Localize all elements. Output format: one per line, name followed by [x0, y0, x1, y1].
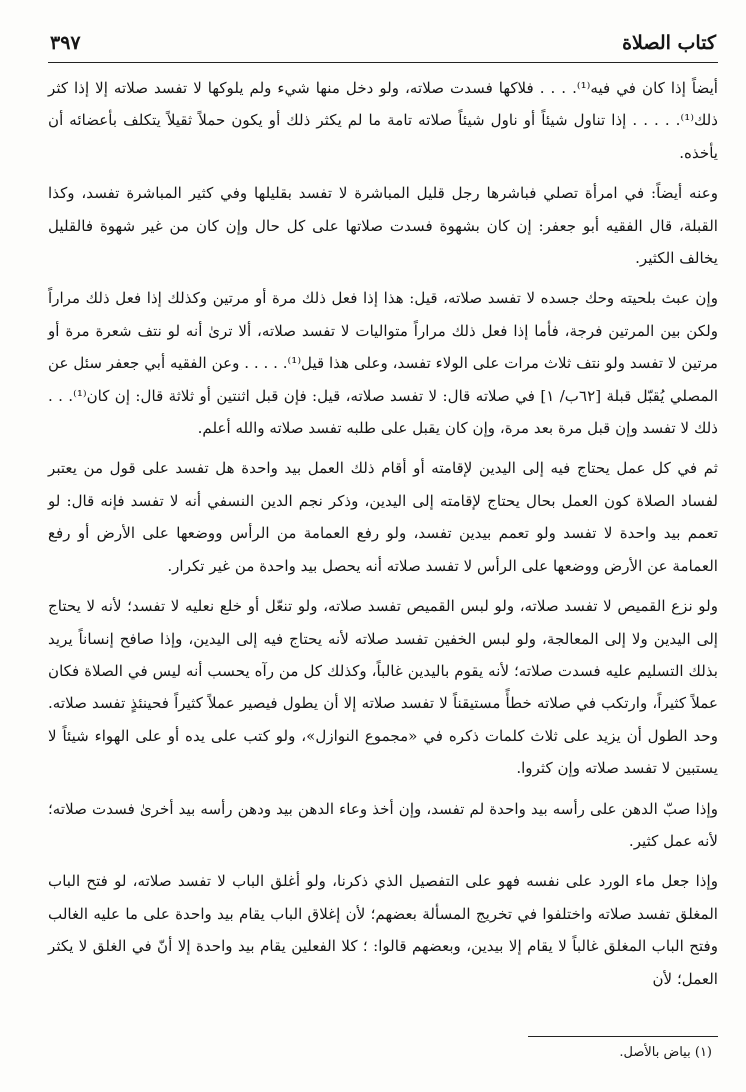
- running-header: [48, 28, 718, 64]
- footnote: (١) بياض بالأصل.: [619, 1045, 712, 1060]
- header-rule: [48, 62, 718, 63]
- paragraph-5: ولو نزع القميص لا تفسد صلاته، ولو لبس القميص تفسد صلاته، ولو تنعّل أو خلع نعليه لا تفسد؛ لأنه لا يحتاج إلى اليدين ولا إلى المعالجة، ولو لبس الخفين تفسد صلاته لأنه يحتاج فيه إلى اليدين، وإذا صافح إنساناً يريد بذلك التسليم عليه فسدت صلاته؛ لأنه يقوم باليدين غالباً، وكذلك كل من رآه يحسب أنه ليس في الصلاة فكان عملاً كثيراً، وارتكب في صلاته خطأً مستيقناً لا تفسد صلاته إلا أن يطول فيصير عملاً كثيراً فحينئذٍ تفسد صلاته. وحد الطول أن يزيد على ثلاث كلمات ذكره في «مجموع النوازل»، ولو كتب على يده أو على الهواء شيئاً لا يستبين لا تفسد صلاته وإن كثروا.: [48, 597, 718, 778]
- paragraph-6: وإذا صبّ الدهن على رأسه بيد واحدة لم تفسد، وإن أخذ وعاء الدهن بيد ودهن رأسه بيد أخرىٰ فسدت صلاته؛ لأنه عمل كثير.: [48, 799, 718, 850]
- footnote-rule: [528, 1036, 718, 1037]
- paragraph-2: وعنه أيضاً: في امرأة تصلي فباشرها رجل قليل المباشرة لا تفسد بقليلها وفي كثير المباشرة تفسد، وكذا القبلة، قال الفقيه أبو جعفر: إن كان بشهوة فسدت صلاتها على كل حال وإن كان من غير شهوة فالقليل يخالف الكثير.: [48, 184, 718, 268]
- page-body: [48, 72, 718, 1003]
- book-page: [48, 28, 718, 1078]
- paragraph-1: أيضاً إذا كان في فيه⁽¹⁾. . . . فلاكها فسدت صلاته، ولو دخل منها شيء ولم يلوكها لا تفسد صلاته إلا إذا كثر ذلك⁽¹⁾. . . . . إذا تناول شيئاً أو ناول شيئاً صلاته تامة ما لم يكثر ذلك أو يكون حملاً ثقيلاً يتكلف بأعضائه أن يأخذه.: [48, 79, 718, 162]
- paragraph-4: ثم في كل عمل يحتاج فيه إلى اليدين لإقامته أو أقام ذلك العمل بيد واحدة هل تفسد على قول من يعتبر لفساد الصلاة كون العمل بحال يحتاج لإقامته إلى اليدين، وذكر نجم الدين النسفي أنه لا تفسد فإنه قال: لو تعمم بيد واحدة لا تفسد ولو تعمم بيدين تفسد، ولو رفع العمامة من الرأس ووضعها على الأرض أو رفع العمامة عن الأرض ووضعها على الرأس لا تفسد صلاته أنه يحصل بيد واحدة من غير تكرار.: [48, 459, 718, 575]
- paragraph-3: وإن عبث بلحيته وحك جسده لا تفسد صلاته، قيل: هذا إذا فعل ذلك مرة أو مرتين وكذلك إذا فعل ذلك مراراً ولكن بين المرتين فرجة، فأما إذا فعل ذلك مراراً متواليات لا تفسد صلاته، ألا ترىٰ أنه لو نتف شعرة مرة أو مرتين لا تفسد ولو نتف ثلاث مرات على الولاء تفسد، وعلى هذا قيل⁽¹⁾. . . . . وعن الفقيه أبي جعفر سئل عن المصلي يُقبّل قبلة [٦٢ب/ ١] في صلاته قال: لا تفسد صلاته، قيل: فإن قبل اثنتين أو ثلاثة قال: إن كان⁽¹⁾. . . ذلك لا تفسد وإن قبل مرة بعد مرة، وإن كان يقبل على طلبه تفسد صلاته والله أعلم.: [48, 289, 719, 438]
- paragraph-7: وإذا جعل ماء الورد على نفسه فهو على التفصيل الذي ذكرنا، ولو أغلق الباب لا تفسد صلاته، لو فتح الباب المغلق تفسد صلاته واختلفوا في تخريج المسألة بعضهم؛ لأن إغلاق الباب يقام بيد واحدة على ما عليه الغالب وفتح الباب المغلق غالباً لا يقام إلا بيدين، وبعضهم قالوا: ؛ كلا الفعلين يقام بيد واحدة إلا أنّ في الغلق لا يكثر العمل؛ لأن: [48, 872, 718, 988]
- chapter-title: كتاب الصلاة: [622, 32, 716, 54]
- page-number: ٣٩٧: [50, 32, 81, 54]
